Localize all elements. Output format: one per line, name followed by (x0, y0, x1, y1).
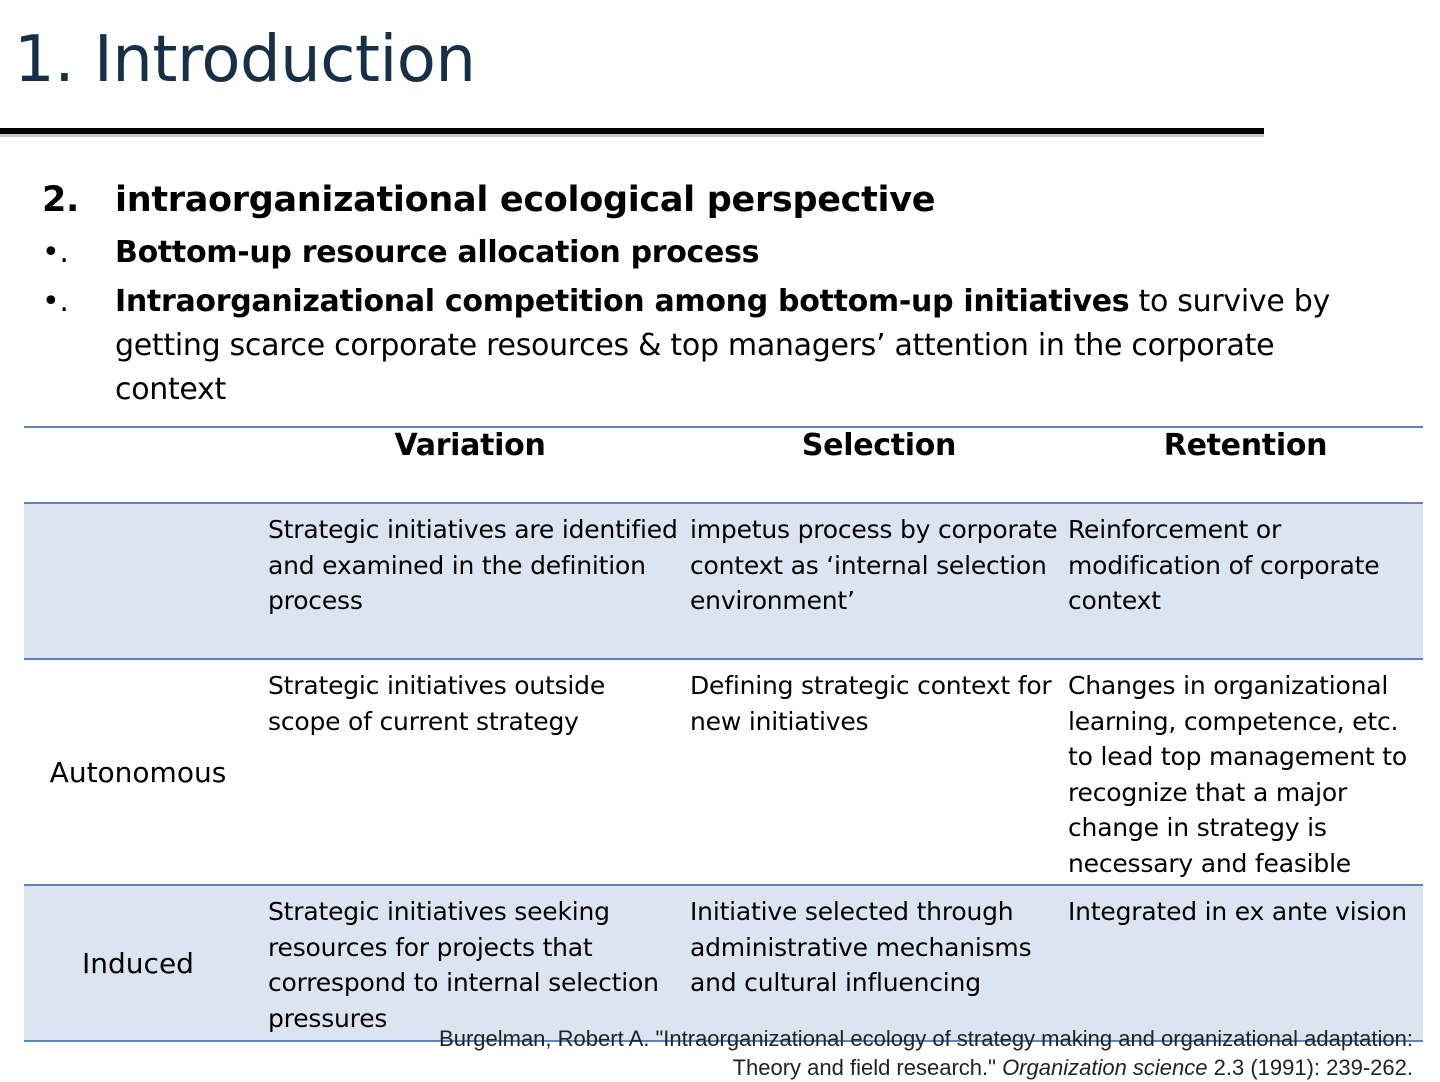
row-label: Autonomous (49, 755, 227, 789)
bullet-text (115, 230, 1382, 276)
bullet-text (115, 176, 1382, 224)
variation-cell: Strategic initiatives are identified and examined in the definition process (268, 515, 678, 615)
bullet-marker: •. (42, 235, 69, 270)
bullet-item-1 (42, 176, 1382, 228)
citation-text: Burgelman, Robert A. "Intraorganizational ecology of strategy making and organizational adaptation: Theory and field research." (439, 1026, 1413, 1080)
table-row (24, 885, 1423, 1041)
bullet-text (115, 280, 1382, 412)
selection-cell: impetus process by corporate context as ‘internal selection environment’ (690, 515, 1058, 615)
citation-journal: Organization science (1002, 1055, 1208, 1080)
bullet-item-2 (42, 230, 1382, 280)
citation (433, 1024, 1413, 1082)
bullet-bold-text: Intraorganizational competition among bottom-up initiatives (115, 284, 1130, 319)
header-cell-blank (24, 427, 250, 503)
table-row (24, 659, 1423, 885)
bullet-normal-text: to survive by getting scarce corporate resources & top managers’ attention in the corporate context (115, 284, 1330, 407)
variation-cell: Strategic initiatives outside scope of current strategy (268, 671, 606, 736)
title-underline-shadow (0, 134, 1264, 137)
ecology-table (24, 426, 1423, 1042)
selection-cell: Initiative selected through administrative mechanisms and cultural influencing (690, 897, 1032, 997)
retention-cell: Integrated in ex ante vision (1068, 897, 1407, 926)
header-cell-selection: Selection (801, 428, 957, 463)
table-row (24, 503, 1423, 659)
bullet-bold-text: intraorganizational ecological perspective (115, 180, 936, 220)
retention-cell: Reinforcement or modification of corporate context (1068, 515, 1380, 615)
variation-cell: Strategic initiatives seeking resources for projects that correspond to internal selection pressures (268, 897, 659, 1033)
bullet-marker: 2. (42, 180, 80, 220)
header-cell-retention: Retention (1163, 428, 1328, 463)
row-label (24, 503, 250, 659)
slide-title: 1. Introduction (14, 23, 476, 97)
citation-details: 2.3 (1991): 239-262. (1207, 1055, 1413, 1080)
table-header-row (24, 427, 1423, 503)
bullet-marker: •. (42, 284, 69, 319)
header-cell-variation: Variation (394, 428, 546, 463)
retention-cell: Changes in organizational learning, competence, etc. to lead top management to recognize that a major change in strategy is necessary and feasible (1068, 671, 1407, 878)
row-label: Induced (82, 946, 194, 980)
bullet-bold-text: Bottom-up resource allocation process (115, 235, 760, 270)
bullet-item-3 (42, 280, 1382, 412)
selection-cell: Defining strategic context for new initiatives (690, 671, 1052, 736)
bullet-list (42, 176, 1382, 412)
